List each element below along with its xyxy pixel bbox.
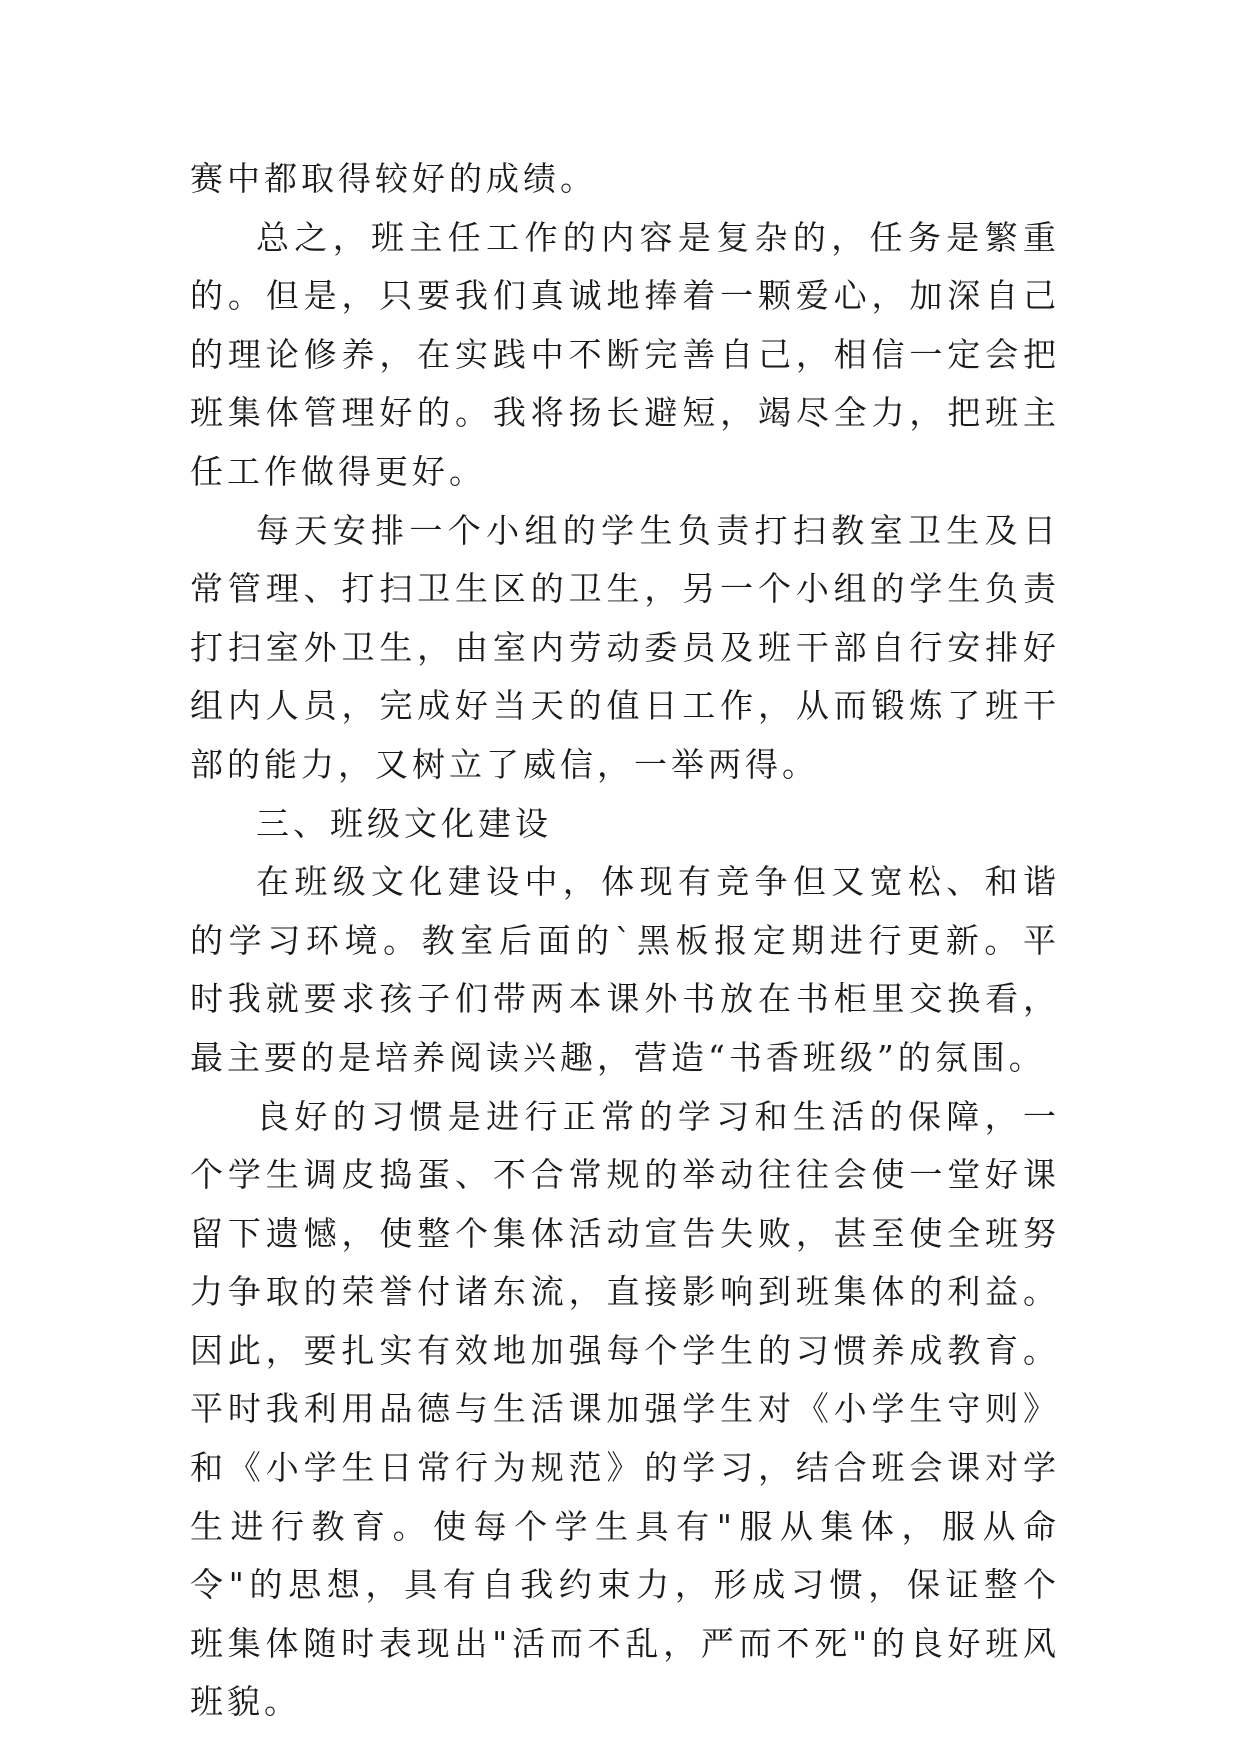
paragraph-continuation: 赛中都取得较好的成绩。 <box>190 159 597 198</box>
paragraph-summary: 总之，班主任工作的内容是复杂的，任务是繁重的。但是，只要我们真诚地捧着一颗爱心，加深自己的理论修养，在实践中不断完善自己，相信一定会把班集体管理好的。我将扬长避短，竭尽全力，把班主任工作做得更好。 <box>190 217 1060 491</box>
paragraph-habits: 良好的习惯是进行正常的学习和生活的保障，一个学生调皮捣蛋、不合常规的举动往往会使一堂好课留下遗憾，使整个集体活动宣告失败，甚至使全班努力争取的荣誉付诸东流，直接影响到班集体的利益。因此，要扎实有效地加强每个学生的习惯养成教育。平时我利用品德与生活课加强学生对《小学生守则》和《小学生日常行为规范》的学习，结合班会课对学生进行教育。使每个学生具有"服从集体，服从命令"的思想，具有自我约束力，形成习惯，保证整个班集体随时表现出"活而不乱，严而不死"的良好班风班貌。 <box>190 1096 1060 1722</box>
section-heading-class-culture: 三、班级文化建设 <box>256 803 552 843</box>
paragraph-class-culture: 在班级文化建设中，体现有竞争但又宽松、和谐的学习环境。教室后面的`黑板报定期进行更新。平时我就要求孩子们带两本课外书放在书柜里交换看，最主要的是培养阅读兴趣，营造“书香班级”的氛围。 <box>190 862 1060 1077</box>
paragraph-duty-arrangement: 每天安排一个小组的学生负责打扫教室卫生及日常管理、打扫卫生区的卫生，另一个小组的学生负责打扫室外卫生，由室内劳动委员及班干部自行安排好组内人员，完成好当天的值日工作，从而锻炼了班干部的能力，又树立了威信，一举两得。 <box>190 510 1060 784</box>
document-body <box>190 150 1060 1732</box>
